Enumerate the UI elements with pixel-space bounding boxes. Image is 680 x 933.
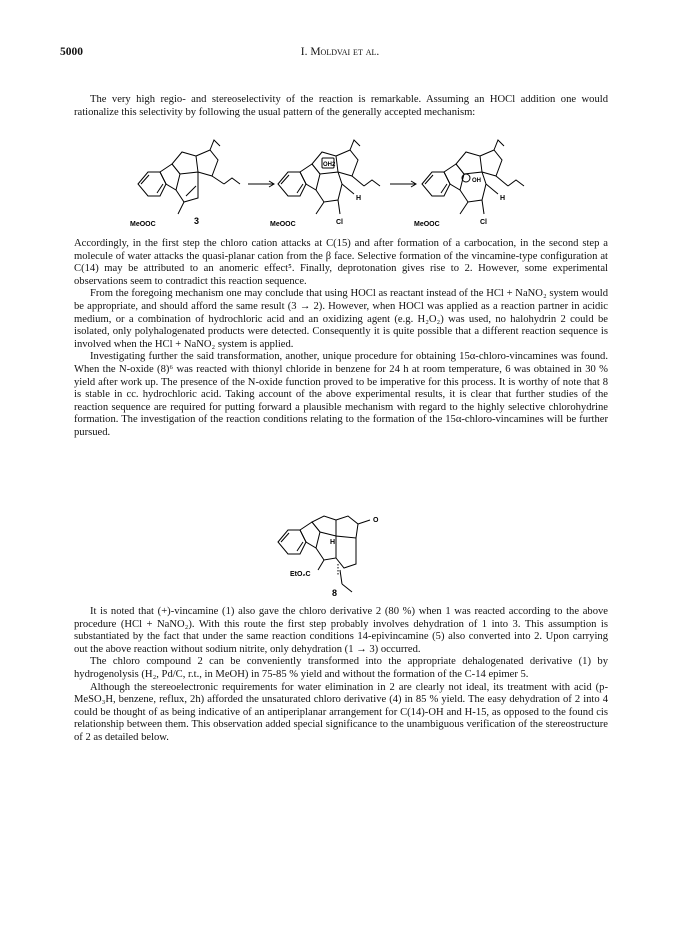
compound-8-h: H (330, 539, 336, 546)
intermediate-2-structure (422, 140, 524, 214)
intro-block (74, 94, 608, 119)
compound-8-oxide: O (373, 517, 379, 524)
compound-8-figure (270, 512, 420, 604)
paragraph-vincamine: It is noted that (+)-vincamine (1) also gave the chloro derivative 2 (80 %) when 1 was reacted according to the above procedure (HCl + NaNO₂). With this route the first step probably involves dehydration of 1 into 3. This assumption is substantiated by the fact that under the same reaction conditions 14-epivincamine (5) also converted into 2. Upon carrying out the above reaction without sodium nitrite, only dehydration (1 → 3) occurred. (74, 606, 608, 655)
running-title: I. Moldvai et al. (300, 46, 380, 58)
reaction-scheme-1 (128, 138, 558, 234)
compound-8-number: 8 (332, 588, 338, 598)
paragraph-mechanism: Accordingly, in the first step the chloro cation attacks at C(15) and after formation of a carbocation, in the second step a molecule of water attacks the quasi-planar cation from the β face. Selective formation of the vincamine-type configuration at C(14) may be attributed to an anomeric effect⁵. Finally, deprotonation gives rise to 2. However, some experimental observations seem to contradict this reaction sequence. (74, 238, 608, 287)
intermediate-1-oh2: OH2 (323, 162, 336, 168)
scheme-1-drawing (128, 138, 558, 234)
compound-3-number: 3 (194, 216, 200, 226)
compound-3-structure (138, 140, 240, 214)
intermediate-2-oh: OH (472, 178, 481, 184)
page-number: 5000 (60, 46, 83, 58)
page-header (60, 46, 620, 62)
intermediate-2-h: H (500, 195, 506, 202)
intermediate-2-cl: Cl (480, 219, 487, 226)
paragraph-hocl: From the foregoing mechanism one may conclude that using HOCl as reactant instead of the HCl + NaNO₂ system would be appropriate, and should afford the same result (3 → 2). However, when HOCl was applied as a reaction partner in acidic medium, or a combination of hydrochloric acid and an oxidizing agent (e.g. H₂O₂) was used, no halohydrin 2 could be isolated, only polyhalogenated products were detected. Consequently it is quite possible that a different reaction sequence is involved when the HCl + NaNO₂ system is applied. (74, 288, 608, 350)
paragraph-n-oxide: Investigating further the said transformation, another, unique procedure for obtaining 15α-chloro-vincamines was found. When the N-oxide (8)⁶ was reacted with thionyl chloride in benzene for 24 h at room temperature, 6 was obtained in 30 % yield after work up. The presence of the N-oxide function proved to be imperative for this process. It is worthy of note that 8 is stable in cc. hydrochloric acid. Taking account of the above experimental results, it is clear that further studies of the reaction sequence are required for putting forward a plausible mechanism with regard to the highly selective chlorohydrine formation. The investigation of the reaction conditions relating to the formation of the 15α-chloro-vincamines will be further pursued. (74, 351, 608, 438)
compound-8-drawing (270, 512, 420, 604)
compound-3-ester: MeOOC (130, 221, 156, 228)
intermediate-1-cl: Cl (336, 219, 343, 226)
intermediate-1-ester: MeOOC (270, 221, 296, 228)
intermediate-1-structure (278, 140, 380, 214)
paragraph-dehydration: Although the stereoelectronic requirements for water elimination in 2 are clearly not ideal, its treatment with acid (p-MeSO₃H, benzene, reflux, 2h) afforded the unsaturated chloro derivative (4) in 85 % yield. The easy dehydration of 2 into 4 could be thought of as being indicative of an antiperiplanar arrangement for C(14)-OH and H-15, as opposed to the found cis relationship between them. This observation added special significance to the unambiguous verification of the stereostructure of 2 as detailed below. (74, 681, 608, 743)
intermediate-1-h: H (356, 195, 362, 202)
intermediate-2-ester: MeOOC (414, 221, 440, 228)
compound-8-ester: EtO₂C (290, 571, 311, 578)
body-block-2 (74, 606, 608, 745)
intro-paragraph: The very high regio- and stereoselectivity of the reaction is remarkable. Assuming an HOCl addition one would rationalize this selectivity by following the usual pattern of the generally accepted mechanism: (74, 94, 608, 118)
paragraph-hydrogenolysis: The chloro compound 2 can be conveniently transformed into the appropriate dehalogenated derivative (1) by hydrogenolysis (H₂, Pd/C, r.t., in MeOH) in 75-85 % yield and without the formation of the C-14 epimer 5. (74, 656, 608, 680)
body-block-1 (74, 238, 608, 440)
